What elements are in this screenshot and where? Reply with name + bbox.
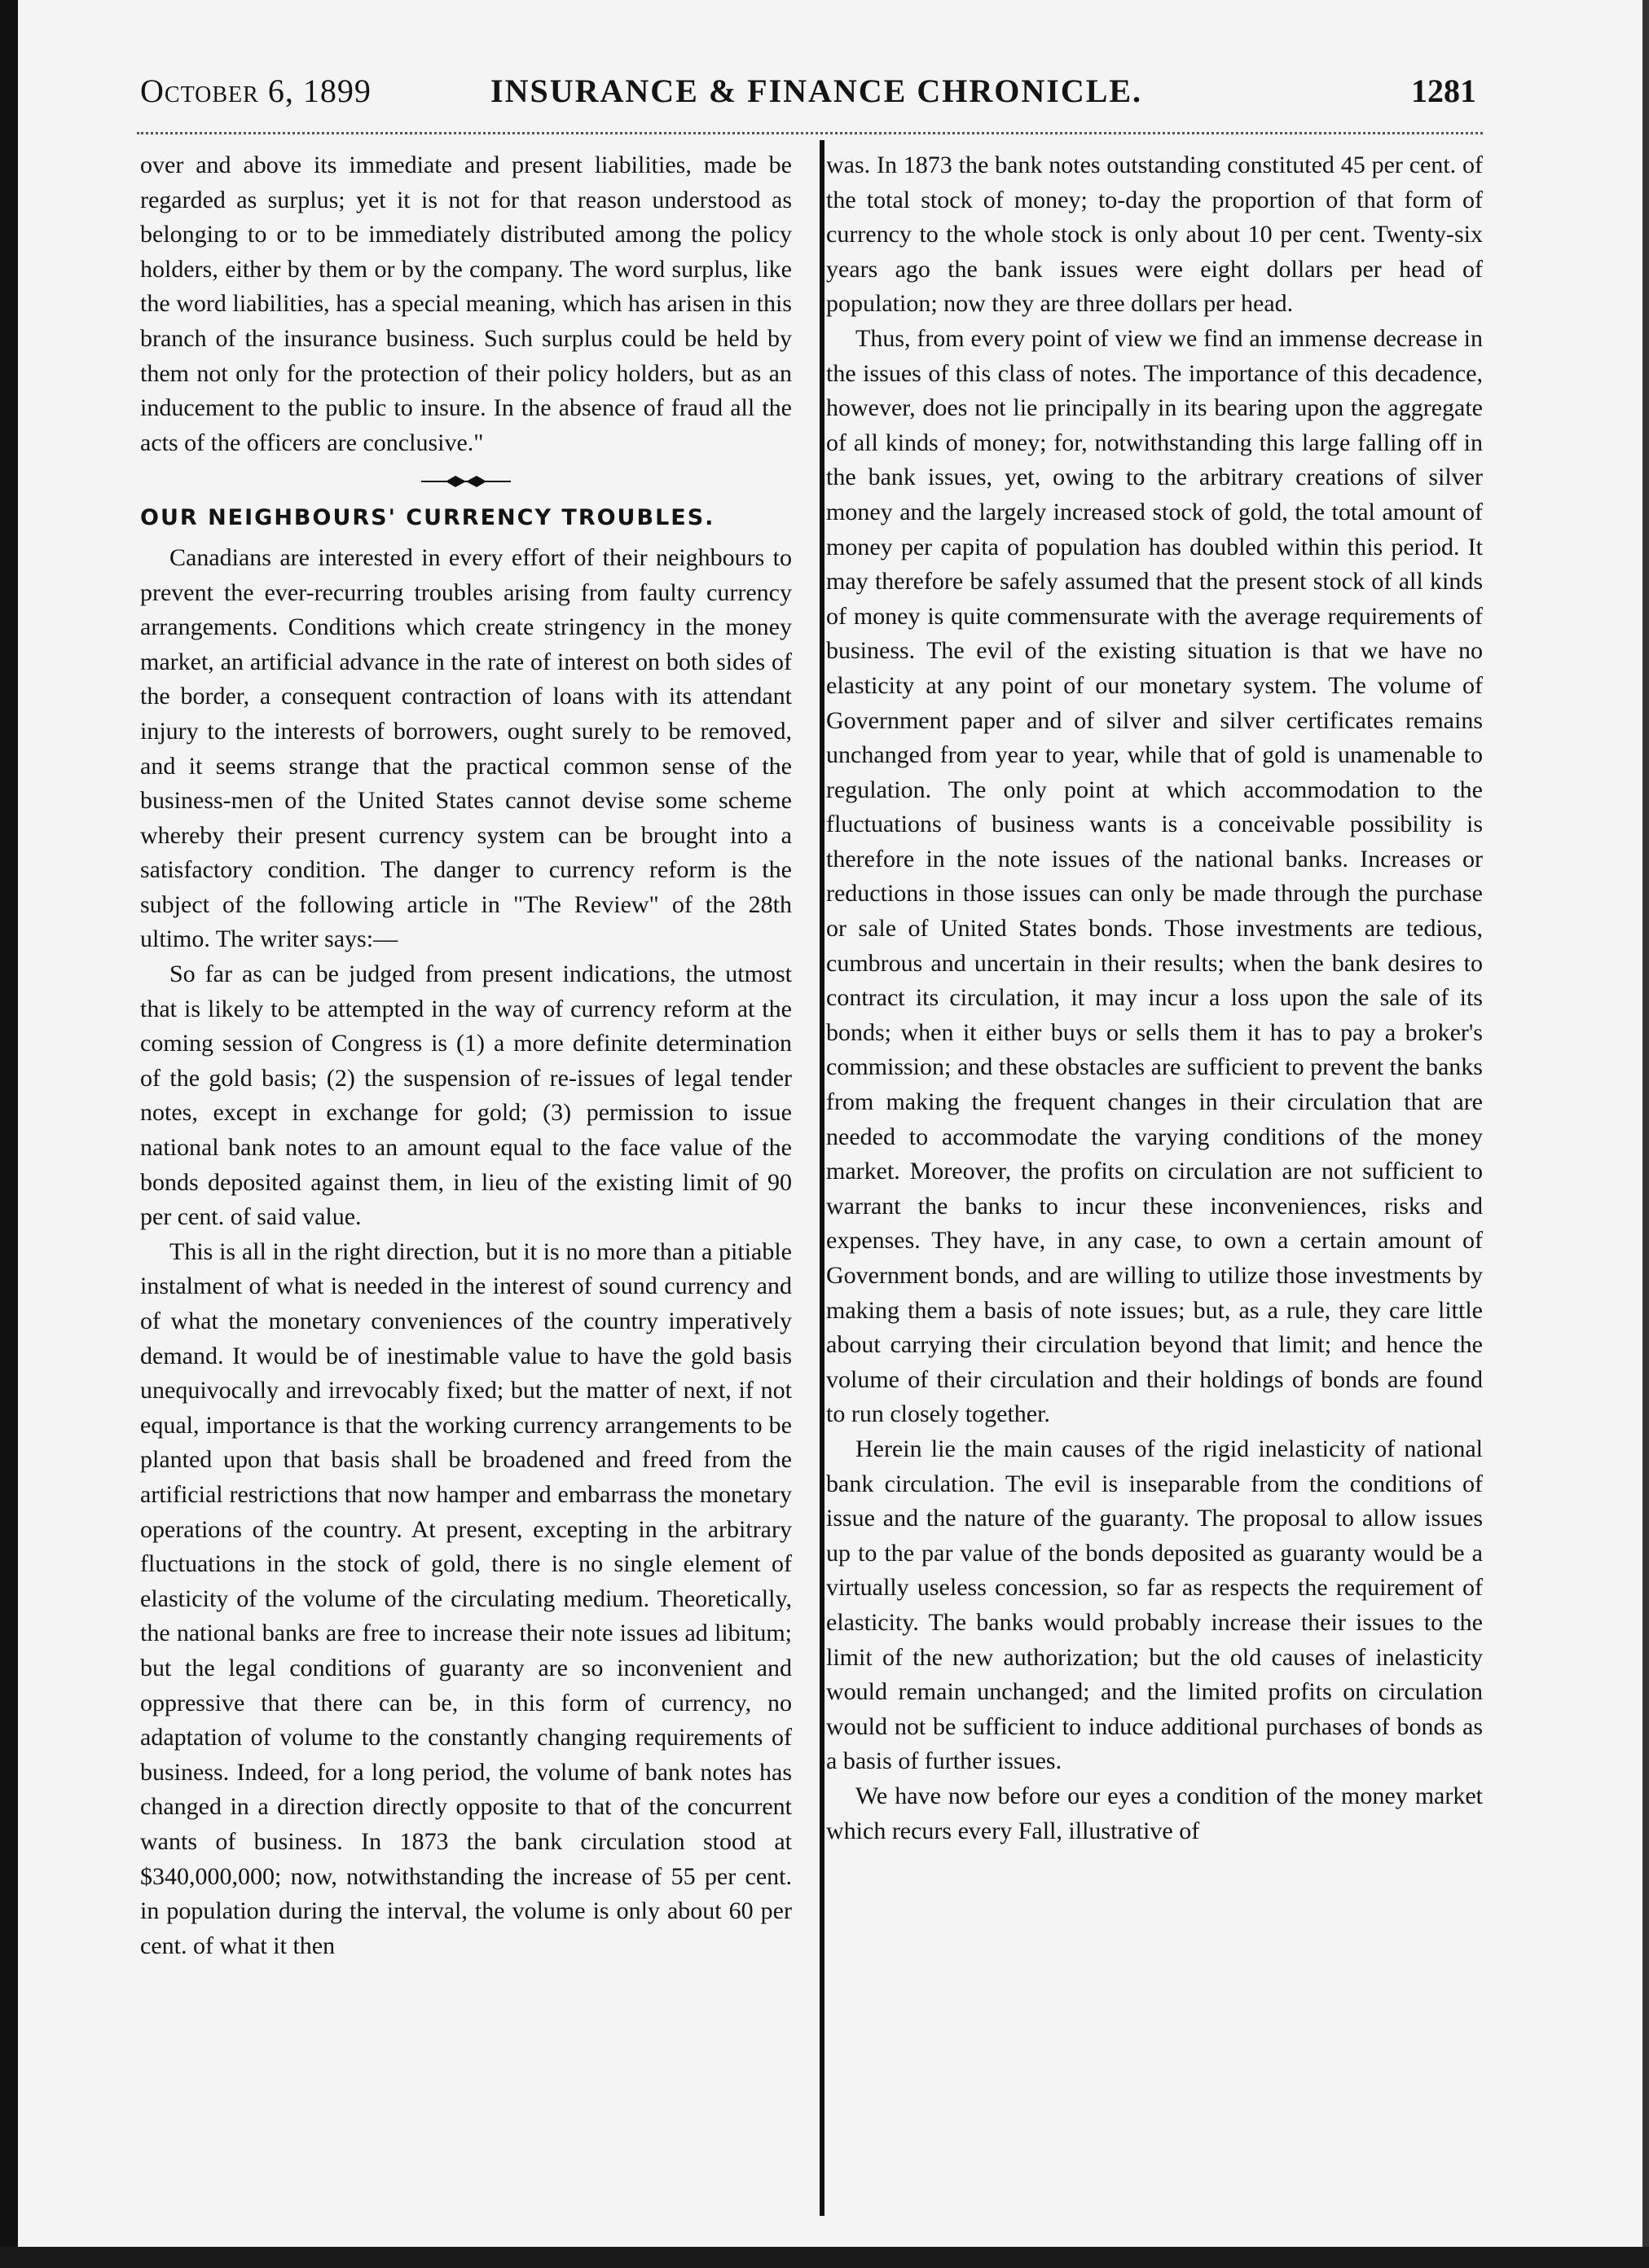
left-column: [140, 148, 792, 1963]
header-date: October 6, 1899: [140, 73, 372, 109]
publication-title: INSURANCE & FINANCE CHRONICLE.: [490, 73, 1143, 109]
quoted-paragraph-1: So far as can be judged from present indications, the utmost that is likely to be attempted in the way of currency reform at the coming session of Congress is (1) a more definite determination of the gold basis; (2) the suspension of re-issues of legal tender notes, except in exchange for gold; (3) permission to issue national bank notes to an amount equal to the face value of the bonds deposited against them, in lieu of the existing limit of 90 per cent. of said value.: [140, 960, 792, 1231]
scan-border-right: [1642, 0, 1649, 2268]
column-rule: [820, 140, 824, 2216]
continued-paragraph: over and above its immediate and present liabilities, made be regarded as surplus; yet it is not for that reason understood as belonging to or to be immediately distributed among the policy holders, either by them or by the company. The word surplus, like the word liabilities, has a special meaning, which has arisen in this branch of the insurance business. Such surplus could be held by them not only for the protection of their policy holders, but as an inducement to the public to insure. In the absence of fraud all the acts of the officers are conclusive.": [140, 152, 792, 456]
quoted-paragraph-2: This is all in the right direction, but it is no more than a pitiable instalment of what is needed in the interest of sound currency and of what the monetary conveniences of the country imperatively demand. It would be of inestimable value to have the gold basis unequivocally and irrevocably fixed; but the matter of next, if not equal, importance is that the working currency arrangements to be planted upon that basis shall be broadened and freed from the artificial restrictions that now hamper and embarrass the monetary operations of the country. At present, excepting in the arbitrary fluctuations in the stock of gold, there is no single element of elasticity of the volume of the circulating medium. Theoretically, the national banks are free to increase their note issues ad libitum; but the legal conditions of guaranty are so inconvenient and oppressive that there can be, in this form of currency, no adaptation of volume to the constantly changing requirements of business. Indeed, for a long period, the volume of bank notes has changed in a direction directly opposite to that of the concurrent wants of business. In 1873 the bank circulation stood at $340,000,000; now, notwithstanding the increase of 55 per cent. in population during the interval, the volume is only about 60 per cent. of what it then: [140, 1237, 792, 1959]
right-column: [826, 148, 1483, 1848]
page-number: 1281: [1411, 73, 1476, 109]
quoted-paragraph-5: We have now before our eyes a condition of the money market which recurs every Fall, illustrative of: [826, 1782, 1483, 1844]
section-title: OUR NEIGHBOURS' CURRENCY TROUBLES.: [140, 505, 715, 531]
scan-border-bottom: [0, 2247, 1649, 2268]
ornament-divider-icon: [421, 473, 511, 490]
continued-paragraph-right: was. In 1873 the bank notes outstanding constituted 45 per cent. of the total stock of money; to-day the proportion of that form of currency to the whole stock is only about 10 per cent. Twenty-six years ago the bank issues were eight dollars per head of population; now they are three dollars per head.: [826, 152, 1483, 318]
quoted-paragraph-4: Herein lie the main causes of the rigid inelasticity of national bank circulation. The evil is inseparable from the conditions of issue and the nature of the guaranty. The proposal to allow issues up to the par value of the bonds deposited as guaranty would be a virtually useless concession, so far as respects the requirement of elasticity. The banks would probably increase their issues to the limit of the new authorization; but the old causes of inelasticity would remain unchanged; and the limited profits on circulation would not be sufficient to induce additional purchases of bonds as a basis of further issues.: [826, 1435, 1483, 1775]
quoted-paragraph-3: Thus, from every point of view we find an immense decrease in the issues of this class of notes. The importance of this decadence, however, does not lie principally in its bearing upon the aggregate of all kinds of money; for, notwithstanding this large falling off in the bank issues, yet, owing to the arbitrary creations of silver money and the largely increased stock of gold, the total amount of money per capita of population has doubled within this period. It may therefore be safely assumed that the present stock of all kinds of money is quite commensurate with the average requirements of business. The evil of the existing situation is that we have no elasticity at any point of our monetary system. The volume of Government paper and of silver and silver certificates remains unchanged from year to year, while that of gold is unamenable to regulation. The only point at which accommodation to the fluctuations of business wants is a conceivable possibility is therefore in the note issues of the national banks. Increases or reductions in those issues can only be made through the purchase or sale of United States bonds. Those investments are tedious, cumbrous and uncertain in their results; when the bank desires to contract its circulation, it may incur a loss upon the sale of its bonds; when it either buys or sells them it has to pay a broker's commission; and these obstacles are sufficient to prevent the banks from making the frequent changes in their circulation that are needed to accommodate the varying conditions of the money market. Moreover, the profits on circulation are not sufficient to warrant the banks to incur these inconveniences, risks and expenses. They have, in any case, to own a certain amount of Government bonds, and are willing to utilize those investments by making them a basis of note issues; but, as a rule, they care little about carrying their circulation beyond that limit; and hence the volume of their circulation and their holdings of bonds are found to run closely together.: [826, 324, 1483, 1428]
header-rule: [137, 132, 1483, 134]
scan-border-left: [0, 0, 18, 2268]
page-header: [140, 72, 1476, 121]
quoted-article: [140, 957, 792, 1963]
article-paragraph-1: Canadians are interested in every effort of their neighbours to prevent the ever-recurring troubles arising from faulty currency arrangements. Conditions which create stringency in the money market, an artificial advance in the rate of interest on both sides of the border, a consequent contraction of loans with its attendant injury to the interests of borrowers, ought surely to be removed, and it seems strange that the practical common sense of the business-men of the United States cannot devise some scheme whereby their present currency system can be brought into a satisfactory condition. The danger to currency reform is the subject of the following article in "The Review" of the 28th ultimo. The writer says:—: [140, 543, 792, 953]
